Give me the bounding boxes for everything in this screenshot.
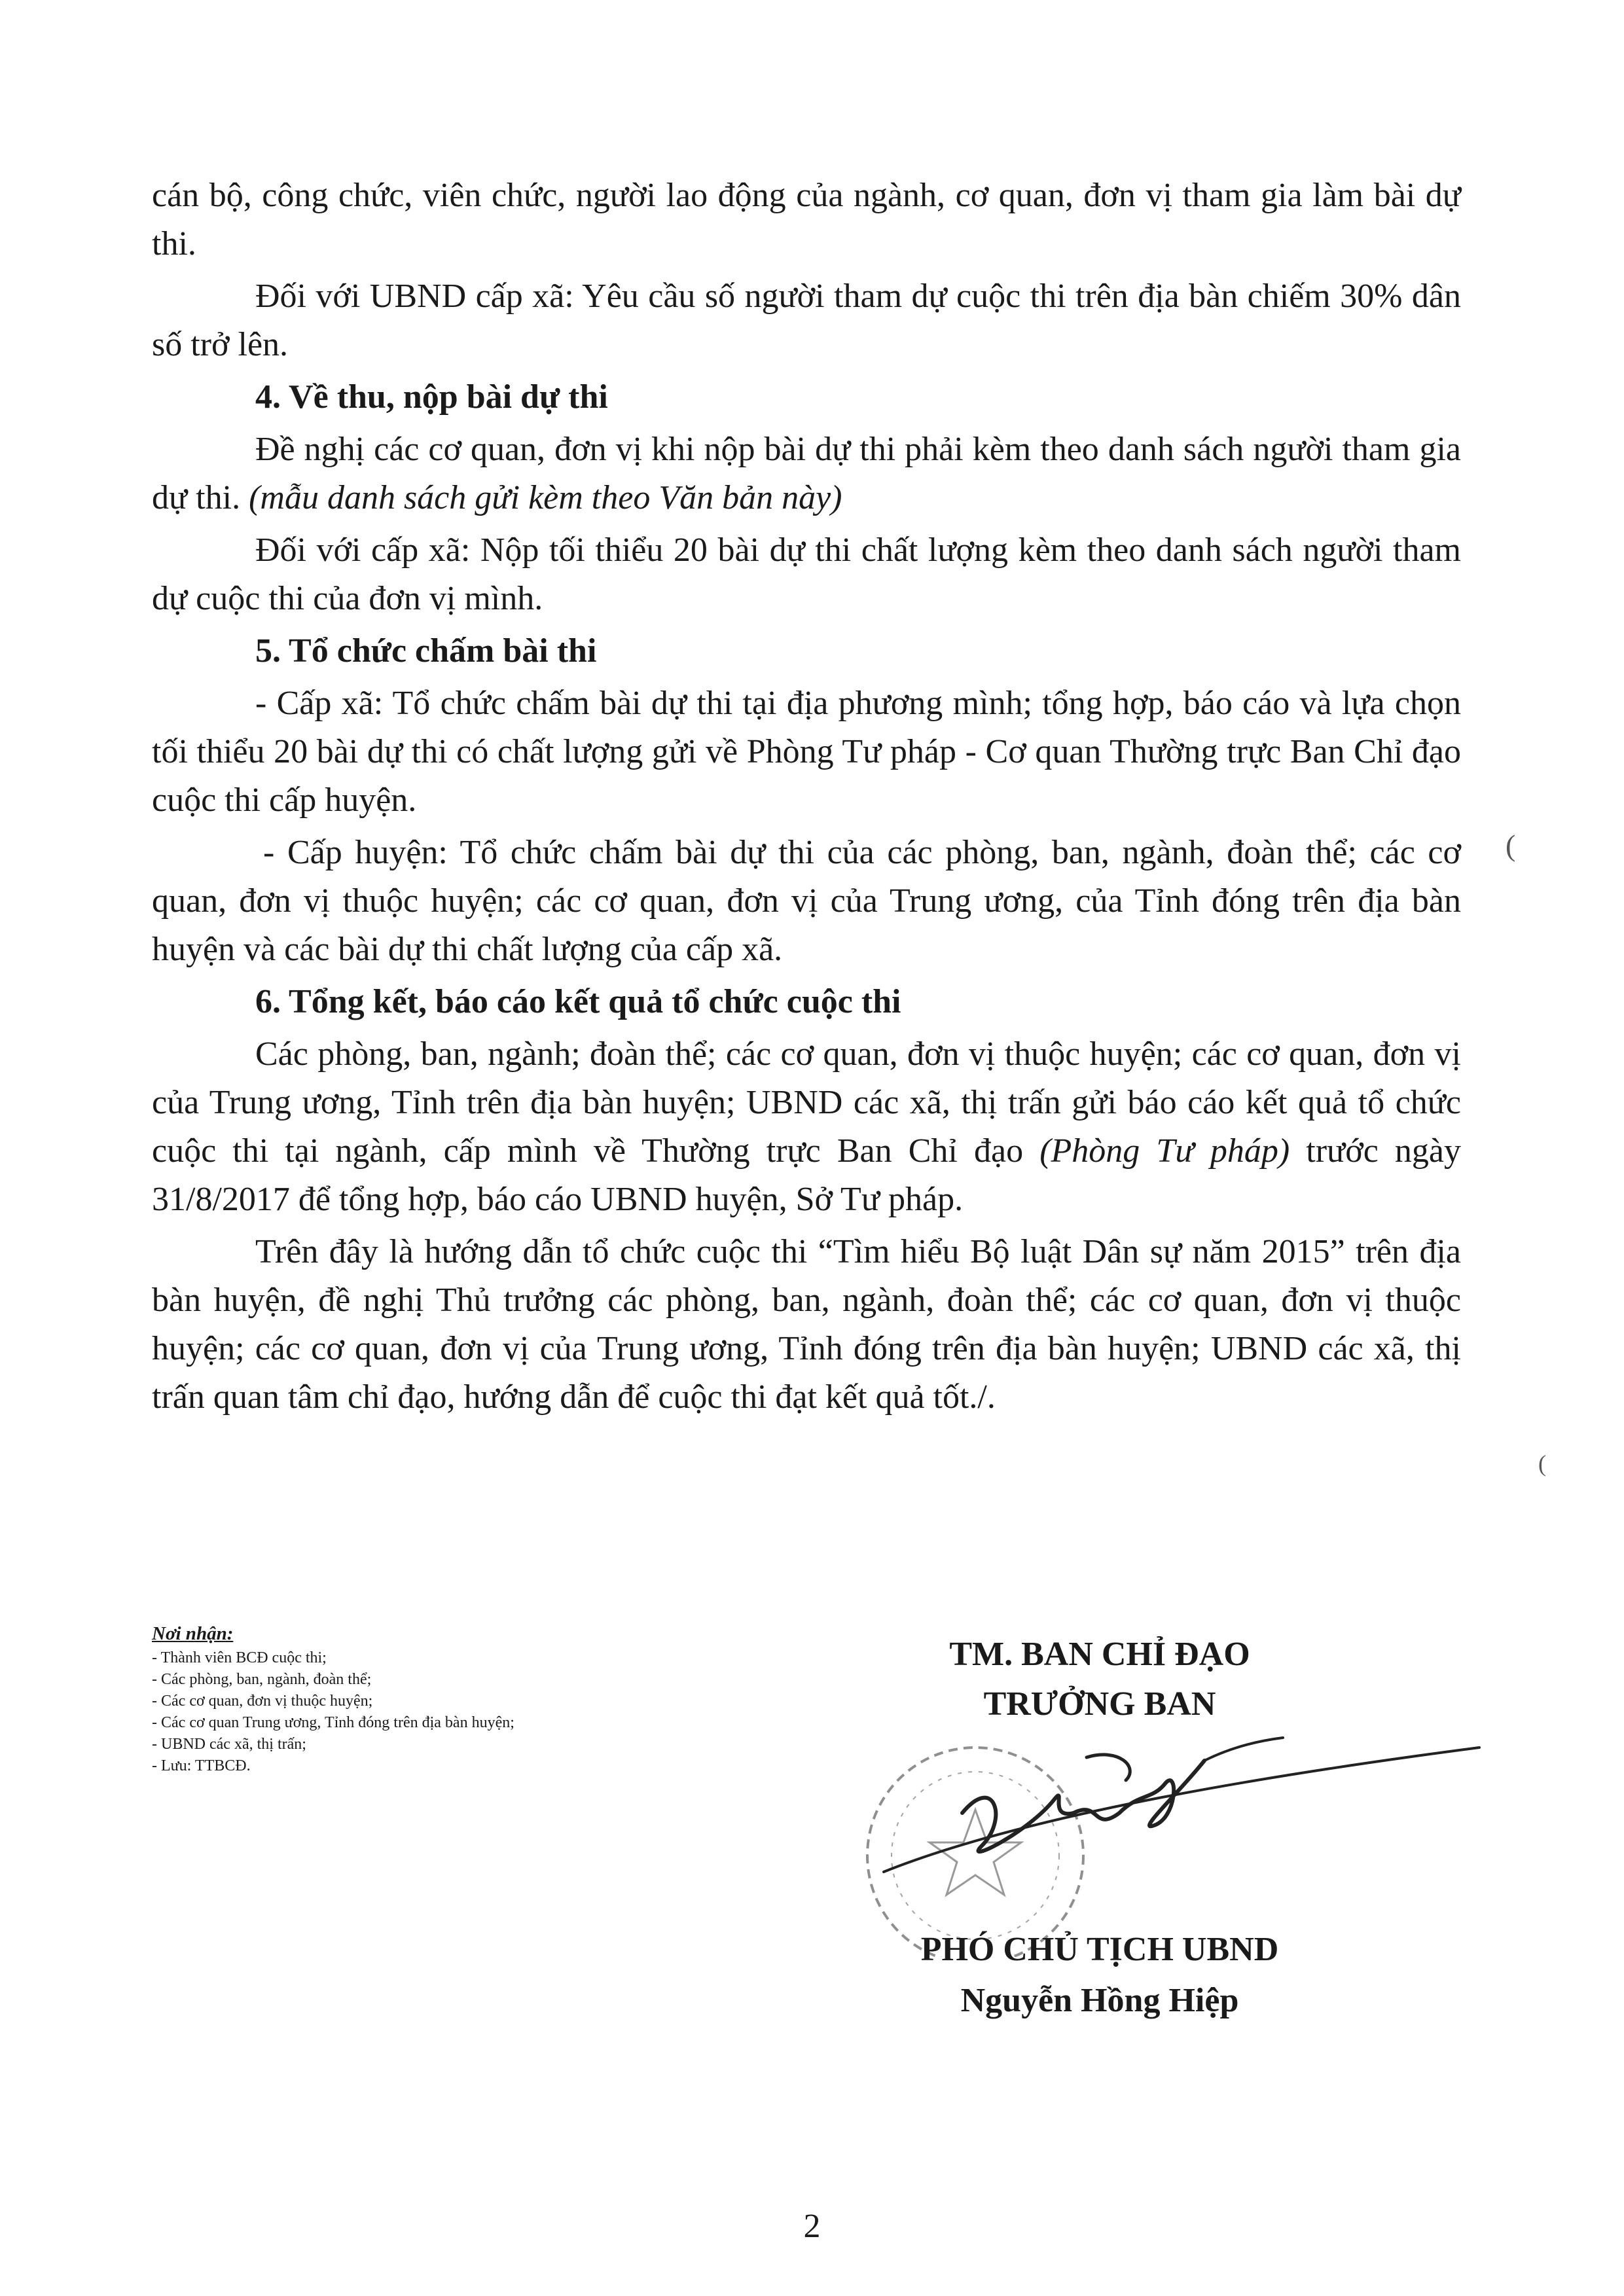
signer-name: Nguyễn Hồng Hiệp [960, 1982, 1239, 2019]
recipient-item: - Lưu: TTBCĐ. [152, 1755, 741, 1777]
paragraph-4a [152, 425, 1461, 522]
page-number: 2 [803, 2208, 821, 2245]
paragraph-commune-participation: Đối với UBND cấp xã: Yêu cầu số người tham dự cuộc thi trên địa bàn chiếm 30% dân số trở lên. [152, 278, 1461, 363]
signature-role-line: TRƯỞNG BAN [983, 1685, 1216, 1723]
paragraph-4a-text: Đề nghị các cơ quan, đơn vị khi nộp bài dự thi phải kèm theo danh sách người tham gia dự thi. [152, 431, 1461, 516]
signature-org-line: TM. BAN CHỈ ĐẠO [949, 1636, 1250, 1673]
section-6-heading: 6. Tổng kết, báo cáo kết quả tổ chức cuộc thi [255, 983, 901, 1020]
recipients-list [152, 1647, 741, 1777]
signer-position: PHÓ CHỦ TỊCH UBND [920, 1931, 1279, 1968]
paragraph-closing: Trên đây là hướng dẫn tổ chức cuộc thi “Tìm hiểu Bộ luật Dân sự năm 2015” trên địa bàn huyện, đề nghị Thủ trưởng các phòng, ban, ngành, đoàn thể; các cơ quan, đơn vị thuộc huyện; các cơ quan, đơn vị của Trung ương, Tỉnh đóng trên địa bàn huyện; UBND các xã, thị trấn quan tâm chỉ đạo, hướng dẫn để cuộc thi đạt kết quả tốt./. [152, 1233, 1461, 1416]
section-5-heading: 5. Tổ chức chấm bài thi [255, 632, 597, 670]
paragraph-5b: - Cấp huyện: Tổ chức chấm bài dự thi của các phòng, ban, ngành, đoàn thể; các cơ quan, đơn vị thuộc huyện; các cơ quan, đơn vị của Trung ương, của Tỉnh đóng trên địa bàn huyện và các bài dự thi chất lượng của cấp xã. [152, 834, 1461, 968]
recipients-block [152, 1623, 741, 1777]
paragraph-6-pre: Các phòng, ban, ngành; đoàn thể; các cơ quan, đơn vị thuộc huyện; các cơ quan, đơn vị của Trung ương, Tỉnh trên địa bàn huyện; UBND các xã, thị trấn gửi báo cáo kết quả tổ chức cuộc thi tại ngành, cấp mình về Thường trực Ban Chỉ đạo [152, 1035, 1461, 1170]
paragraph-4a-italic-note: (mẫu danh sách gửi kèm theo Văn bản này) [249, 479, 842, 516]
handwritten-signature [884, 1738, 1479, 1872]
paragraph-5a: - Cấp xã: Tổ chức chấm bài dự thi tại địa phương mình; tổng hợp, báo cáo và lựa chọn tối thiểu 20 bài dự thi có chất lượng gửi về Phòng Tư pháp - Cơ quan Thường trực Ban Chỉ đạo cuộc thi cấp huyện. [152, 685, 1461, 819]
recipient-item: - Các phòng, ban, ngành, đoàn thể; [152, 1669, 741, 1691]
recipient-item: - UBND các xã, thị trấn; [152, 1734, 741, 1755]
recipient-item: - Các cơ quan Trung ương, Tỉnh đóng trên địa bàn huyện; [152, 1712, 741, 1734]
recipient-item: - Thành viên BCĐ cuộc thi; [152, 1647, 741, 1669]
margin-mark: ( [1538, 1450, 1546, 1477]
section-4-heading: 4. Về thu, nộp bài dự thi [255, 378, 608, 416]
paragraph-4b: Đối với cấp xã: Nộp tối thiểu 20 bài dự thi chất lượng kèm theo danh sách người tham dự cuộc thi của đơn vị mình. [152, 531, 1461, 617]
recipients-heading: Nơi nhận: [152, 1623, 234, 1644]
paragraph-6 [152, 1030, 1461, 1224]
margin-mark: ( [1506, 829, 1516, 862]
stamp-and-signature [812, 1721, 1492, 1957]
paragraph-6-post: trước ngày 31/8/2017 để tổng hợp, báo cáo UBND huyện, Sở Tư pháp. [152, 1132, 1461, 1218]
recipient-item: - Các cơ quan, đơn vị thuộc huyện; [152, 1691, 741, 1712]
document-body [152, 171, 1461, 1426]
signature-header [805, 1630, 1394, 1729]
paragraph-continuation: cán bộ, công chức, viên chức, người lao động của ngành, cơ quan, đơn vị tham gia làm bài dự thi. [152, 177, 1461, 262]
signer-block [805, 1924, 1394, 2026]
paragraph-6-italic: (Phòng Tư pháp) [1039, 1132, 1290, 1170]
